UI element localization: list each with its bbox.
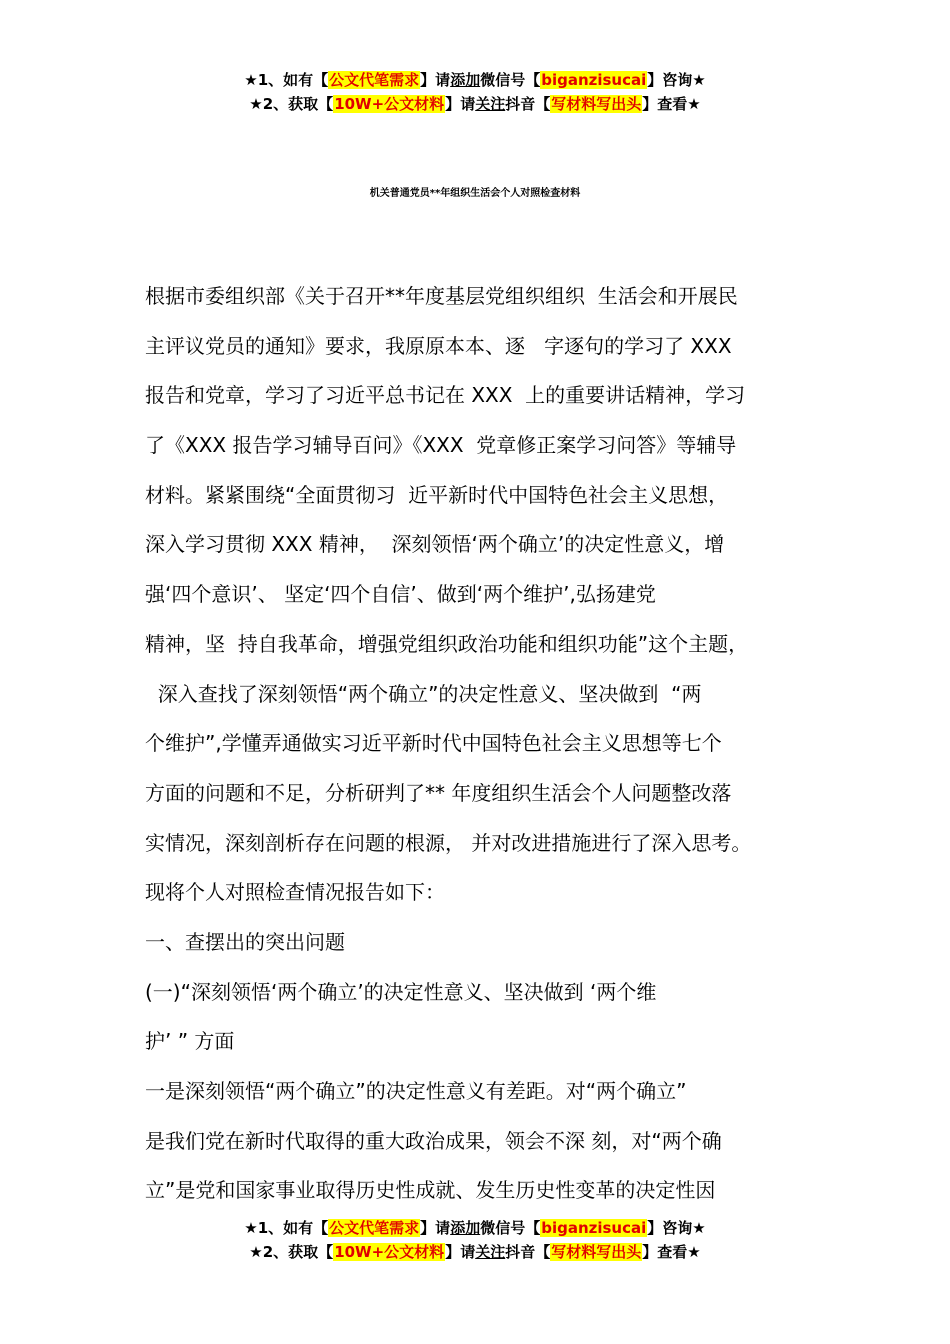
banner-line-2 xyxy=(0,1240,950,1264)
banner-text: 】请 xyxy=(445,95,476,113)
banner-text: 】查看★ xyxy=(642,95,701,113)
banner-text: ★2、获取【 xyxy=(249,95,334,113)
banner-highlight: 写材料写出头 xyxy=(551,1243,642,1261)
banner-underline: 添加 xyxy=(450,71,481,89)
banner-highlight: biganzisucai xyxy=(541,1219,647,1237)
body-text-line: 是我们党在新时代取得的重大政治成果，领会不深 刻，对“两个确 xyxy=(145,1128,722,1153)
banner-highlight: 公文代笔需求 xyxy=(329,1219,420,1237)
banner-underline: 添加 xyxy=(450,1219,481,1237)
body-text-line: 深入查找了深刻领悟“两个确立”的决定性意义、坚决做到 “两 xyxy=(145,681,702,706)
body-text-line: 立”是党和国家事业取得历史性成就、发生历史性变革的决定性因 xyxy=(145,1178,716,1203)
banner-line-1 xyxy=(0,68,950,92)
body-text-line: 了《XXX 报告学习辅导百问》《XXX 党章修正案学习问答》等辅导 xyxy=(145,433,737,458)
banner-text: ★2、获取【 xyxy=(249,1243,334,1261)
banner-highlight: 公文代笔需求 xyxy=(329,71,420,89)
body-text-line: 实情况，深刻剖析存在问题的根源， 并对改进措施进行了深入思考。 xyxy=(145,830,752,855)
body-text-line: 根据市委组织部《关于召开**年度基层党组织组织 生活会和开展民 xyxy=(145,284,738,308)
body-text-line: 一、查摆出的突出问题 xyxy=(145,929,345,954)
banner-text: ★1、如有【 xyxy=(244,1219,329,1237)
header-banner xyxy=(0,68,950,116)
body-text-line: 现将个人对照检查情况报告如下： xyxy=(145,880,445,905)
document-body xyxy=(145,272,845,1216)
body-text-line: (一)“深刻领悟‘两个确立’的决定性意义、坚决做到 ‘两个维 xyxy=(145,979,657,1004)
body-text-line: 强‘四个意识’、 坚定‘四个自信’、做到‘两个维护’,弘扬建党 xyxy=(145,582,656,607)
banner-highlight: 10W+公文材料 xyxy=(334,1243,445,1261)
body-text-line: 方面的问题和不足，分析研判了** 年度组织生活会个人问题整改落 xyxy=(145,780,732,805)
footer-banner xyxy=(0,1216,950,1264)
banner-text: 微信号【 xyxy=(480,1219,541,1237)
document-title: 机关普通党员**年组织生活会个人对照检查材料 xyxy=(369,188,581,199)
banner-highlight: biganzisucai xyxy=(541,71,647,89)
banner-text: 】咨询★ xyxy=(647,71,706,89)
body-text-line: 材料。紧紧围绕“全面贯彻习 近平新时代中国特色社会主义思想， xyxy=(145,482,729,507)
banner-text: 抖音【 xyxy=(505,1243,551,1261)
body-text-line: 护’ ” 方面 xyxy=(145,1029,235,1054)
banner-underline: 关注 xyxy=(475,1243,506,1261)
banner-text: 抖音【 xyxy=(505,95,551,113)
banner-text: 】查看★ xyxy=(642,1243,701,1261)
body-text-line: 深入学习贯彻 XXX 精神， 深刻领悟‘两个确立’的决定性意义，增 xyxy=(145,532,725,557)
banner-line-1 xyxy=(0,1216,950,1240)
banner-text: ★1、如有【 xyxy=(244,71,329,89)
banner-text: 微信号【 xyxy=(480,71,541,89)
banner-highlight: 写材料写出头 xyxy=(551,95,642,113)
banner-text: 】请 xyxy=(420,1219,451,1237)
banner-line-2 xyxy=(0,92,950,116)
banner-text: 】咨询★ xyxy=(647,1219,706,1237)
body-text-line: 主评议党员的通知》要求，我原原本本、逐 字逐句的学习了 XXX xyxy=(145,333,732,358)
body-text-line: 精神，坚 持自我革命，增强党组织政治功能和组织功能”这个主题， xyxy=(145,631,749,656)
body-text-line: 个维护”,学懂弄通做实习近平新时代中国特色社会主义思想等七个 xyxy=(145,731,722,756)
banner-highlight: 10W+公文材料 xyxy=(334,95,445,113)
banner-text: 】请 xyxy=(445,1243,476,1261)
banner-text: 】请 xyxy=(420,71,451,89)
banner-underline: 关注 xyxy=(475,95,506,113)
body-text-line: 一是深刻领悟“两个确立”的决定性意义有差距。对“两个确立” xyxy=(145,1079,687,1103)
body-text-line: 报告和党章，学习了习近平总书记在 XXX 上的重要讲话精神，学习 xyxy=(145,383,746,408)
